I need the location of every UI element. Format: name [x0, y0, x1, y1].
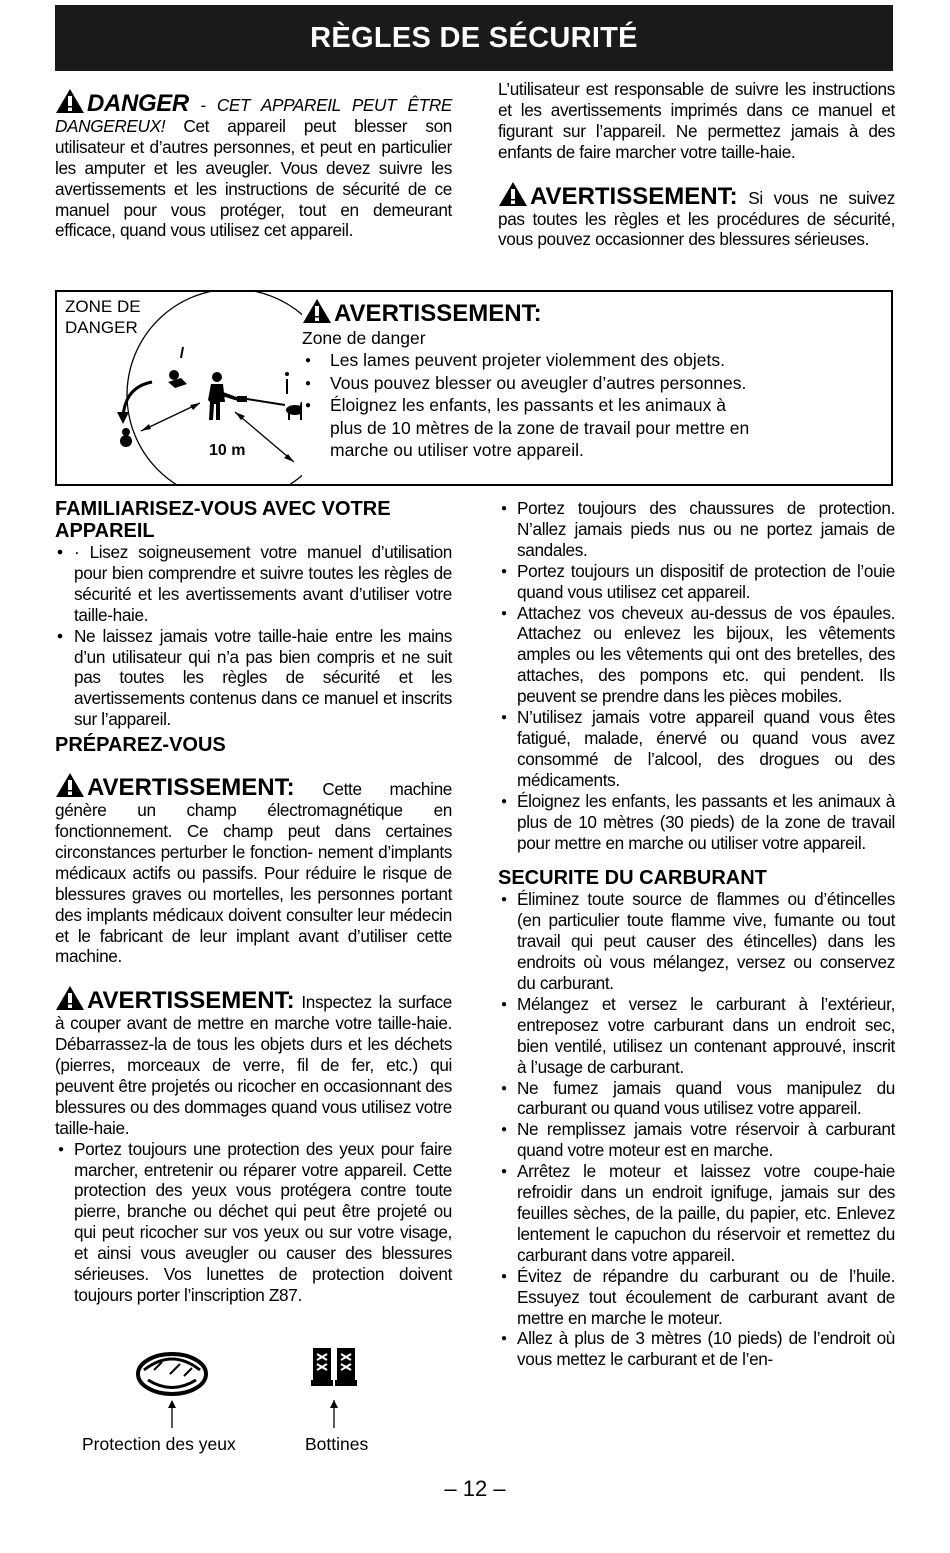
page-number: – 12 – [444, 1476, 506, 1501]
top-right-warning [498, 181, 895, 251]
fuel-list [498, 889, 895, 1370]
prepare-warning-2 [55, 985, 452, 1138]
warning-keyword: AVERTISSEMENT: [87, 774, 295, 802]
familiarize-heading: FAMILIARISEZ-VOUS AVEC VOTRE APPAREIL [55, 498, 391, 542]
right-column [498, 498, 895, 1370]
distance-label: 10 m [209, 442, 246, 459]
list-item: ● Arrêtez le moteur et laissez votre coupe-haie refroidir dans un endroit ignifuge, jamais sur des feuilles sèches, de la paille, du papier, etc. Enlevez lentement le capuchon du réservoir et remettez du carburant dans votre appareil. [498, 1161, 895, 1266]
zone-list [302, 349, 757, 462]
danger-keyword: DANGER [87, 90, 189, 117]
left-column [55, 498, 452, 1306]
list-item: • · Lisez soigneusement votre manuel d’utilisation pour bien comprendre et suivre toutes les règles de sécurité et les avertissements avant d’utiliser votre taille-haie. [55, 542, 452, 626]
responsibility-paragraph: L’utilisateur est responsable de suivre les instructions et les avertissements imprimés dans ce manuel et figurant sur l’appareil. Ne permettez jamais à des enfants de faire marcher votre taille-haie. [498, 79, 895, 162]
warning-body: Si vous ne suivez pas toutes les règles et les procédures de sécurité, vous pouvez occasionner des blessures sérieuses. [498, 187, 895, 250]
caption-boots: Bottines [305, 1434, 369, 1454]
warning-keyword: AVERTISSEMENT: [530, 182, 738, 210]
warning-triangle-icon [55, 985, 85, 1011]
danger-paragraph [55, 88, 452, 241]
danger-section [55, 88, 452, 241]
list-item: ● Ne remplissez jamais votre réservoir à carburant quand votre moteur est en marche. [498, 1119, 895, 1161]
list-item: ● Les lames peuvent projeter violemment des objets. [302, 349, 757, 372]
protection-list [498, 498, 895, 853]
list-item: ● Éloignez les enfants, les passants et les animaux à plus de 10 mètres (30 pieds) de la zone de travail pour mettre en marche ou utiliser votre appareil. [498, 791, 895, 854]
list-item: ● Attachez vos cheveux au-dessus de vos épaules. Attachez ou enlevez les bijoux, les vêtements amples ou les vêtements qui ont des bretelles, des attaches, des pompons etc. qui pendent. Ils peuvent se prendre dans les pièces mobiles. [498, 603, 895, 708]
danger-body: Cet appareil peut blesser son utilisateur et d’autres personnes, et peut en particulier les amputer et les aveugler. Vous devez suivre les avertissements et les instructions de sécurité de ce manuel pour vous protéger, tout en demeurant efficace, quand vous utilisez cet appareil. [55, 115, 452, 241]
zone-subtitle: Zone de danger [302, 327, 426, 348]
list-item: • Ne laissez jamais votre taille-haie entre les mains d’un utilisateur qui n’a pas bien compris et ne suit pas toutes les règles de sécurité et les avertissements contenus dans ce manuel et inscrits sur l’appareil. [55, 626, 452, 731]
child-icon [120, 428, 132, 447]
prepare-list [55, 1139, 452, 1306]
warning-triangle-icon [498, 181, 528, 207]
goggles-icon [132, 1340, 212, 1440]
list-item: ● Ne fumez jamais quand vous manipulez du carburant ou quand vous utilisez votre appareil. [498, 1078, 895, 1120]
familiarize-list [55, 542, 452, 730]
list-item: ● Évitez de répandre du carburant ou de l’huile. Essuyez tout écoulement de carburant avant de mettre en marche le moteur. [498, 1266, 895, 1329]
prepare-heading: PRÉPAREZ-VOUS [55, 734, 226, 757]
list-item: ● Mélangez et versez le carburant à l’extérieur, entreposez votre carburant dans un endroit sec, bien ventilé, utilisez un contenant approuvé, inscrit à l’usage de carburant. [498, 994, 895, 1078]
list-item: ● N’utilisez jamais votre appareil quand vous êtes fatigué, malade, énervé ou quand vous avez consommé de l’alcool, des drogues ou des médicaments. [498, 707, 895, 791]
danger-zone-illustration [57, 292, 302, 486]
list-item: ● Portez toujours des chaussures de protection. N’allez jamais pieds nus ou ne portez jamais de sandales. [498, 498, 895, 561]
page-title: RÈGLES DE SÉCURITÉ [55, 5, 893, 71]
list-item: ● Portez toujours un dispositif de protection de l’ouie quand vous utilisez cet appareil. [498, 561, 895, 603]
danger-italic: - CET APPAREIL PEUT ÊTRE DANGEREUX! [55, 95, 452, 136]
fuel-heading: SECURITE DU CARBURANT [498, 867, 767, 890]
warning-triangle-icon [55, 772, 85, 798]
warning-body: Cette machine génère un champ électromagnétique en fonctionnement. Ce champ peut dans certaines circonstances perturber le fonction- nement d’implants médicaux actifs ou passifs. Pour réduire le risque de blessures graves ou mortelles, les personnes portant des implants médicaux doivent consulter leur médecin et le fabricant de leur implant avant d’utiliser cette machine. [55, 779, 452, 967]
warning-triangle-icon [302, 298, 332, 324]
operator-figure-icon [208, 372, 247, 420]
warning-body: Inspectez la surface à couper avant de mettre en marche votre taille-haie. Débarrassez-la de tous les objets durs et les déchets (pierres, morceaux de verre, fil de fer, etc.) qui peuvent être projetés ou ricocher en occasionnant des blessures ou des dommages quand vous utilisez votre taille-haie. [55, 992, 452, 1138]
zone-label: ZONE DE DANGER [65, 297, 141, 337]
zone-warning [302, 298, 757, 462]
bystander-icon [168, 347, 187, 388]
list-item: ● Éloignez les enfants, les passants et les animaux à plus de 10 mètres de la zone de travail pour mettre en marche ou utiliser votre appareil. [302, 394, 757, 462]
warning-triangle-icon [55, 88, 85, 114]
boots-icon [305, 1342, 365, 1442]
list-item: ● Vous pouvez blesser ou aveugler d’autres personnes. [302, 372, 757, 395]
list-item: ● Allez à plus de 3 mètres (10 pieds) de l’endroit où vous mettez le carburant et de l’en- [498, 1328, 895, 1370]
danger-zone-box [55, 290, 893, 486]
top-right-section [498, 79, 895, 250]
list-item: ● Éliminez toute source de flammes ou d’étincelles (en particulier toute flamme vive, fumante ou tout travail qui peut causer des étincelles) dans les endroits où vous mélangez, versez ou conservez du carburant. [498, 889, 895, 994]
list-item: ● Portez toujours une protection des yeux pour faire marcher, entretenir ou réparer votre appareil. Cette protection des yeux vous protégera contre toute pierre, branche ou déchet qui peut être projeté ou qui peut ricocher sur vos yeux ou sur votre visage, et ainsi vous aveugler ou causer des blessures sérieuses. Vos lunettes de protection doivent toujours porter l’inscription Z87. [55, 1139, 452, 1306]
warning-keyword: AVERTISSEMENT: [334, 300, 542, 327]
warning-keyword: AVERTISSEMENT: [87, 987, 295, 1015]
caption-eyes: Protection des yeux [82, 1434, 236, 1454]
prepare-warning-1 [55, 772, 452, 967]
